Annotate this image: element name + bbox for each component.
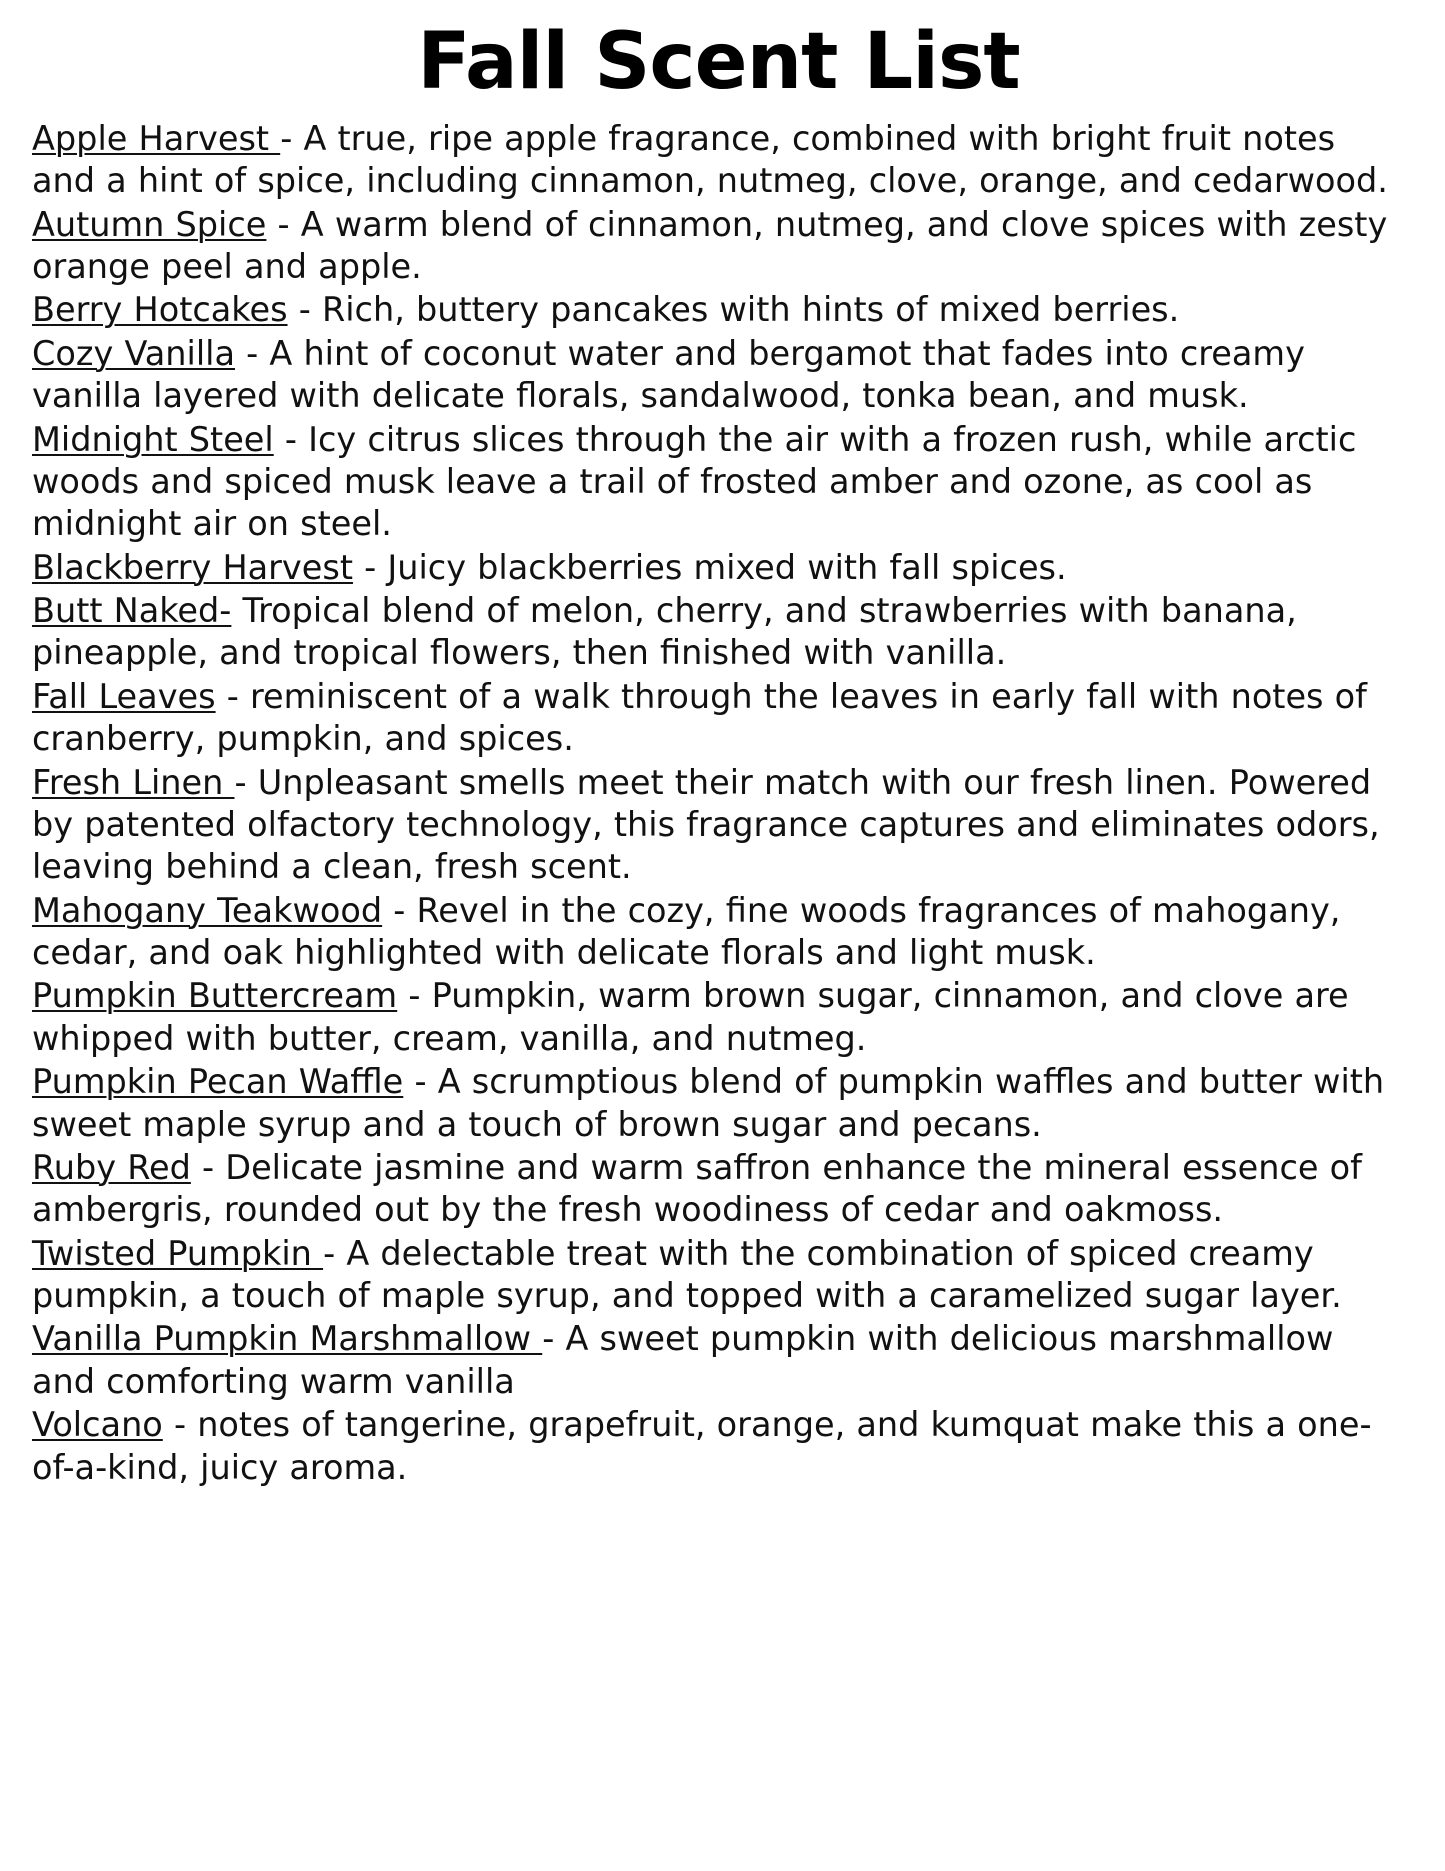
scent-entry — [32, 762, 1405, 889]
scent-entry — [32, 590, 1405, 675]
scent-name: Cozy Vanilla — [32, 333, 235, 373]
scent-name: Apple Harvest — [32, 118, 281, 158]
page-title: Fall Scent List — [417, 17, 1020, 107]
scent-separator: - — [352, 547, 388, 587]
scent-name: Fresh Linen — [32, 762, 235, 802]
scent-name: Pumpkin Buttercream — [32, 976, 398, 1016]
scent-entry — [32, 333, 1405, 418]
scent-description: Juicy blackberries mixed with fall spices. — [387, 547, 1067, 587]
scent-description: Delicate jasmine and warm saffron enhance the mineral essence of ambergris, rounded out by the fresh woodiness of cedar and oakmoss. — [32, 1147, 1362, 1230]
scent-description: A true, ripe apple fragrance, combined with bright fruit notes and a hint of spice, including cinnamon, nutmeg, clove, orange, and cedarwood. — [32, 118, 1388, 201]
scent-description: Unpleasant smells meet their match with our fresh linen. Powered by patented olfactory technology, this fragrance captures and eliminates odors, leaving behind a clean, fresh scent. — [32, 762, 1380, 887]
scent-separator: - — [397, 976, 432, 1016]
scent-name: Blackberry Harvest — [32, 547, 353, 587]
scent-separator: - — [287, 290, 322, 330]
scent-separator: - — [234, 333, 270, 373]
scent-name: Berry Hotcakes — [32, 290, 288, 330]
scent-entry — [32, 676, 1405, 761]
scent-separator: - — [542, 1319, 566, 1359]
scent-description: Icy citrus slices through the air with a frozen rush, while arctic woods and spiced musk leave a trail of frosted amber and ozone, as cool as midnight air on steel. — [32, 419, 1357, 544]
scent-name: Twisted Pumpkin — [32, 1233, 324, 1273]
scent-separator: - — [190, 1147, 226, 1187]
scent-separator: - — [234, 762, 258, 802]
scent-description: A scrumptious blend of pumpkin waffles and butter with sweet maple syrup and a touch of brown sugar and pecans. — [32, 1062, 1385, 1144]
scent-entry — [32, 204, 1405, 289]
scent-entry — [32, 547, 1405, 589]
scent-entry — [32, 1147, 1405, 1232]
scent-name: Pumpkin Pecan Waffle — [32, 1062, 404, 1102]
scent-entry — [32, 975, 1405, 1060]
scent-separator: - — [266, 204, 301, 244]
scent-separator: - — [382, 890, 417, 930]
scent-separator: - — [215, 676, 250, 716]
scent-entry — [32, 1404, 1405, 1489]
scent-name: Fall Leaves — [32, 676, 216, 716]
scent-name: Autumn Spice — [32, 204, 267, 244]
scent-name: Vanilla Pumpkin Marshmallow — [32, 1319, 543, 1359]
scent-separator: - — [280, 118, 304, 158]
scent-description: reminiscent of a walk through the leaves in early fall with notes of cranberry, pumpkin, and spices. — [32, 676, 1367, 759]
scent-description: A sweet pumpkin with delicious marshmallow and comforting warm vanilla — [32, 1319, 1334, 1401]
scent-separator — [231, 591, 242, 630]
scent-description: Pumpkin, warm brown sugar, cinnamon, and clove are whipped with butter, cream, vanilla, and nutmeg. — [32, 976, 1349, 1058]
scent-separator: - — [323, 1233, 347, 1273]
scent-description: Tropical blend of melon, cherry, and strawberries with banana, pineapple, and tropical flowers, then finished with vanilla. — [32, 591, 1297, 673]
scent-description: Rich, buttery pancakes with hints of mixed berries. — [321, 290, 1180, 330]
scent-description: notes of tangerine, grapefruit, orange, and kumquat make this a one-of-a-kind, juicy aroma. — [32, 1405, 1372, 1487]
scent-description: Revel in the cozy, fine woods fragrances of mahogany, cedar, and oak highlighted with delicate florals and light musk. — [32, 890, 1341, 973]
scent-name: Mahogany Teakwood — [32, 890, 383, 930]
scent-separator: - — [273, 419, 309, 459]
scent-entry — [32, 289, 1405, 331]
scent-list — [32, 118, 1405, 1489]
scent-description: A warm blend of cinnamon, nutmeg, and clove spices with zesty orange peel and apple. — [32, 204, 1388, 287]
scent-entry — [32, 419, 1405, 546]
scent-description: A delectable treat with the combination of spiced creamy pumpkin, a touch of maple syrup, and topped with a caramelized sugar layer. — [32, 1233, 1342, 1316]
scent-separator: - — [403, 1062, 438, 1102]
scent-separator: - — [162, 1405, 198, 1445]
scent-name: Ruby Red — [32, 1147, 191, 1187]
scent-name: Butt Naked- — [32, 591, 232, 631]
scent-entry — [32, 1061, 1405, 1146]
scent-entry — [32, 890, 1405, 975]
scent-name: Volcano — [32, 1405, 163, 1445]
scent-entry — [32, 1318, 1405, 1403]
scent-description: A hint of coconut water and bergamot that fades into creamy vanilla layered with delicate florals, sandalwood, tonka bean, and musk. — [32, 333, 1305, 416]
scent-entry — [32, 118, 1405, 203]
scent-entry — [32, 1233, 1405, 1318]
scent-name: Midnight Steel — [32, 419, 274, 459]
